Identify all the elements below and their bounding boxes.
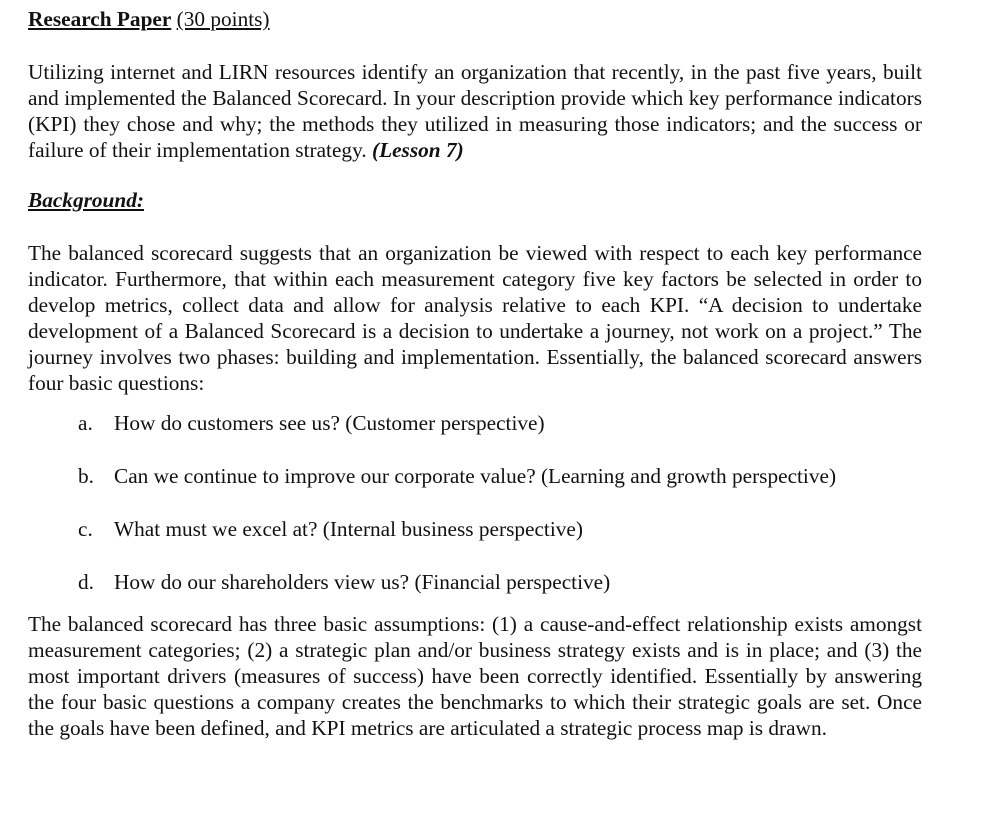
background-intro-paragraph: The balanced scorecard suggests that an organization be viewed with respect to each key performance indicator. Furthermore, that within each measurement category five key factors be selected in order to develop metrics, collect data and allow for analysis relative to each KPI. “A decision to undertake development of a Balanced Scorecard is a decision to undertake a journey, not work on a project.” The journey involves two phases: building and implementation. Essentially, the balanced scorecard answers four basic questions:	[28, 241, 922, 395]
list-item-text: Can we continue to improve our corporate value? (Learning and growth perspective)	[114, 464, 837, 488]
assumptions-paragraph: The balanced scorecard has three basic assumptions: (1) a cause-and-effect relationship exists amongst measurement categories; (2) a strategic plan and/or business strategy exists and is in place; and (3) the most important drivers (measures of success) have been correctly identified. Essentially by answering the four basic questions a company creates the benchmarks to which their strategic goals are set. Once the goals have been defined, and KPI metrics are articulated a strategic process map is drawn.	[28, 612, 922, 740]
list-item-text: What must we excel at? (Internal business perspective)	[114, 517, 583, 541]
question-list	[28, 410, 922, 595]
list-item-text: How do our shareholders view us? (Financial perspective)	[114, 570, 611, 594]
list-item	[28, 516, 922, 542]
list-item	[28, 569, 922, 595]
list-item-marker: b.	[78, 464, 94, 488]
lesson-reference: (Lesson 7)	[372, 138, 464, 162]
document-title	[28, 6, 922, 32]
background-heading: Background:	[28, 188, 144, 212]
list-item-text: How do customers see us? (Customer perspective)	[114, 411, 545, 435]
list-item-marker: c.	[78, 517, 93, 541]
list-item-marker: d.	[78, 570, 94, 594]
list-item	[28, 410, 922, 436]
assignment-text: Utilizing internet and LIRN resources identify an organization that recently, in the past five years, built and implemented the Balanced Scorecard. In your description provide which key performance indicators (KPI) they chose and why; the methods they utilized in measuring those indicators; and the success or failure of their implementation strategy.	[28, 60, 922, 162]
assignment-paragraph	[28, 59, 922, 163]
list-item	[28, 463, 922, 489]
title-points: (30 points)	[176, 7, 270, 31]
title-main: Research Paper	[28, 7, 172, 31]
document-page	[28, 6, 922, 741]
list-item-marker: a.	[78, 411, 93, 435]
